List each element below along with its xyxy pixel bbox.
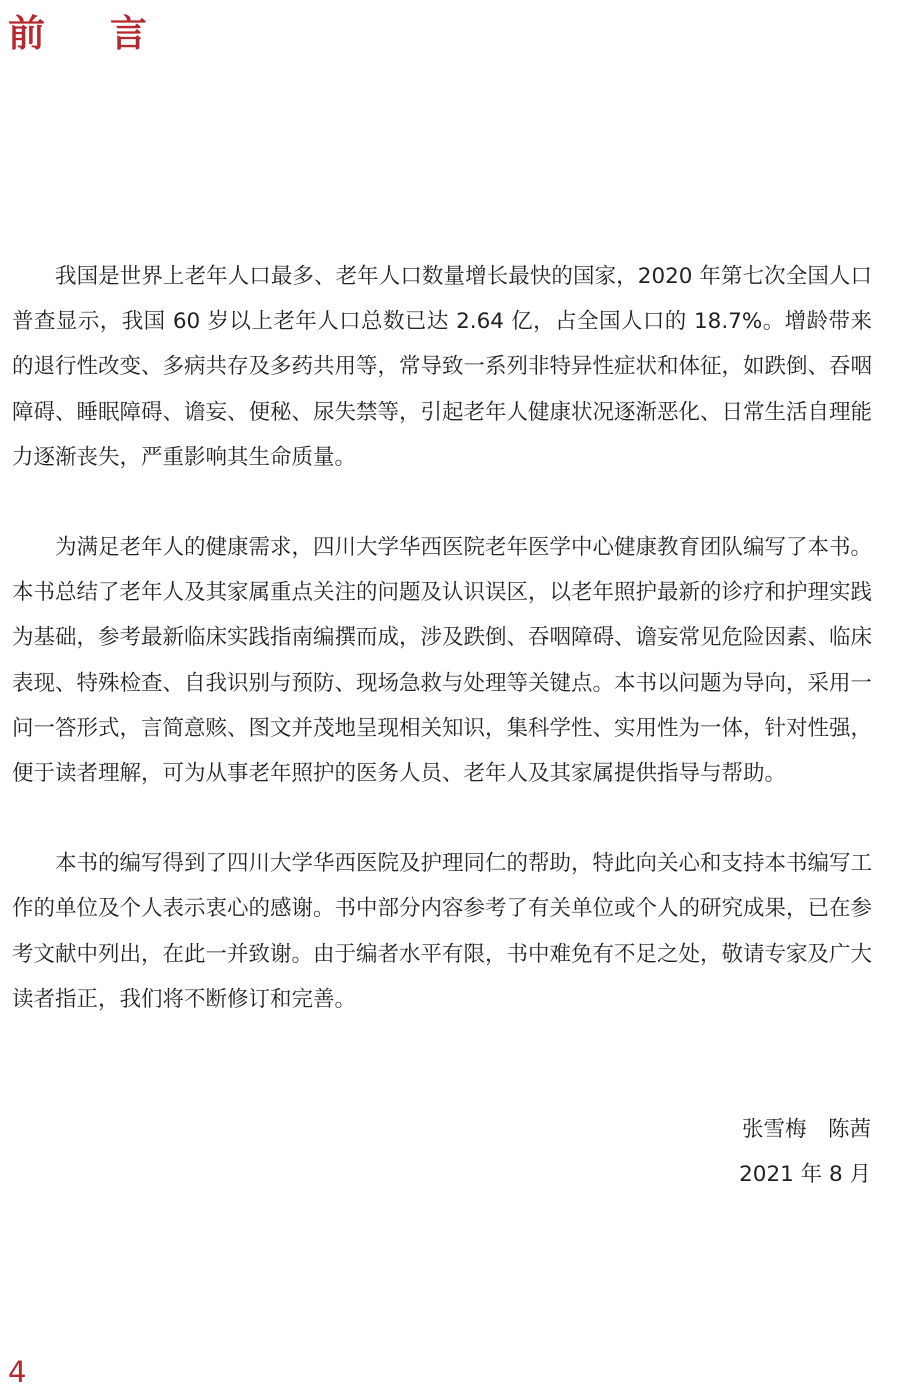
signature-date: 2021 年 8 月 xyxy=(739,1162,871,1187)
author-names: 张雪梅 陈茜 xyxy=(741,1117,871,1142)
page-title: 前 言 xyxy=(8,12,173,55)
preface-body xyxy=(12,254,872,1022)
paragraph-3: 本书的编写得到了四川大学华西医院及护理同仁的帮助，特此向关心和支持本书编写工作的单位及个人表示衷心的感谢。书中部分内容参考了有关单位或个人的研究成果，已在参考文献中列出，在此一并致谢。由于编者水平有限，书中难免有不足之处，敬请专家及广大读者指正，我们将不断修订和完善。 xyxy=(12,851,873,1012)
paragraph-2: 为满足老年人的健康需求，四川大学华西医院老年医学中心健康教育团队编写了本书。本书总结了老年人及其家属重点关注的问题及认识误区，以老年照护最新的诊疗和护理实践为基础，参考最新临床实践指南编撰而成，涉及跌倒、吞咽障碍、谵妄常见危险因素、临床表现、特殊检查、自我识别与预防、现场急救与处理等关键点。本书以问题为导向，采用一问一答形式，言简意赅、图文并茂地呈现相关知识，集科学性、实用性为一体，针对性强，便于读者理解，可为从事老年照护的医务人员、老年人及其家属提供指导与帮助。 xyxy=(12,535,873,787)
paragraph-1: 我国是世界上老年人口最多、老年人口数量增长最快的国家，2020 年第七次全国人口普查显示，我国 60 岁以上老年人口总数已达 2.64 亿，占全国人口的 18.7%。增龄带来的退行性改变、多病共存及多药共用等，常导致一系列非特异性症状和体征，如跌倒、吞咽障碍、睡眠障碍、谵妄、便秘、尿失禁等，引起老年人健康状况逐渐恶化、日常生活自理能力逐渐丧失，严重影响其生命质量。 xyxy=(12,264,873,470)
signature-block xyxy=(739,1107,871,1197)
page-number: 4 xyxy=(8,1355,27,1389)
